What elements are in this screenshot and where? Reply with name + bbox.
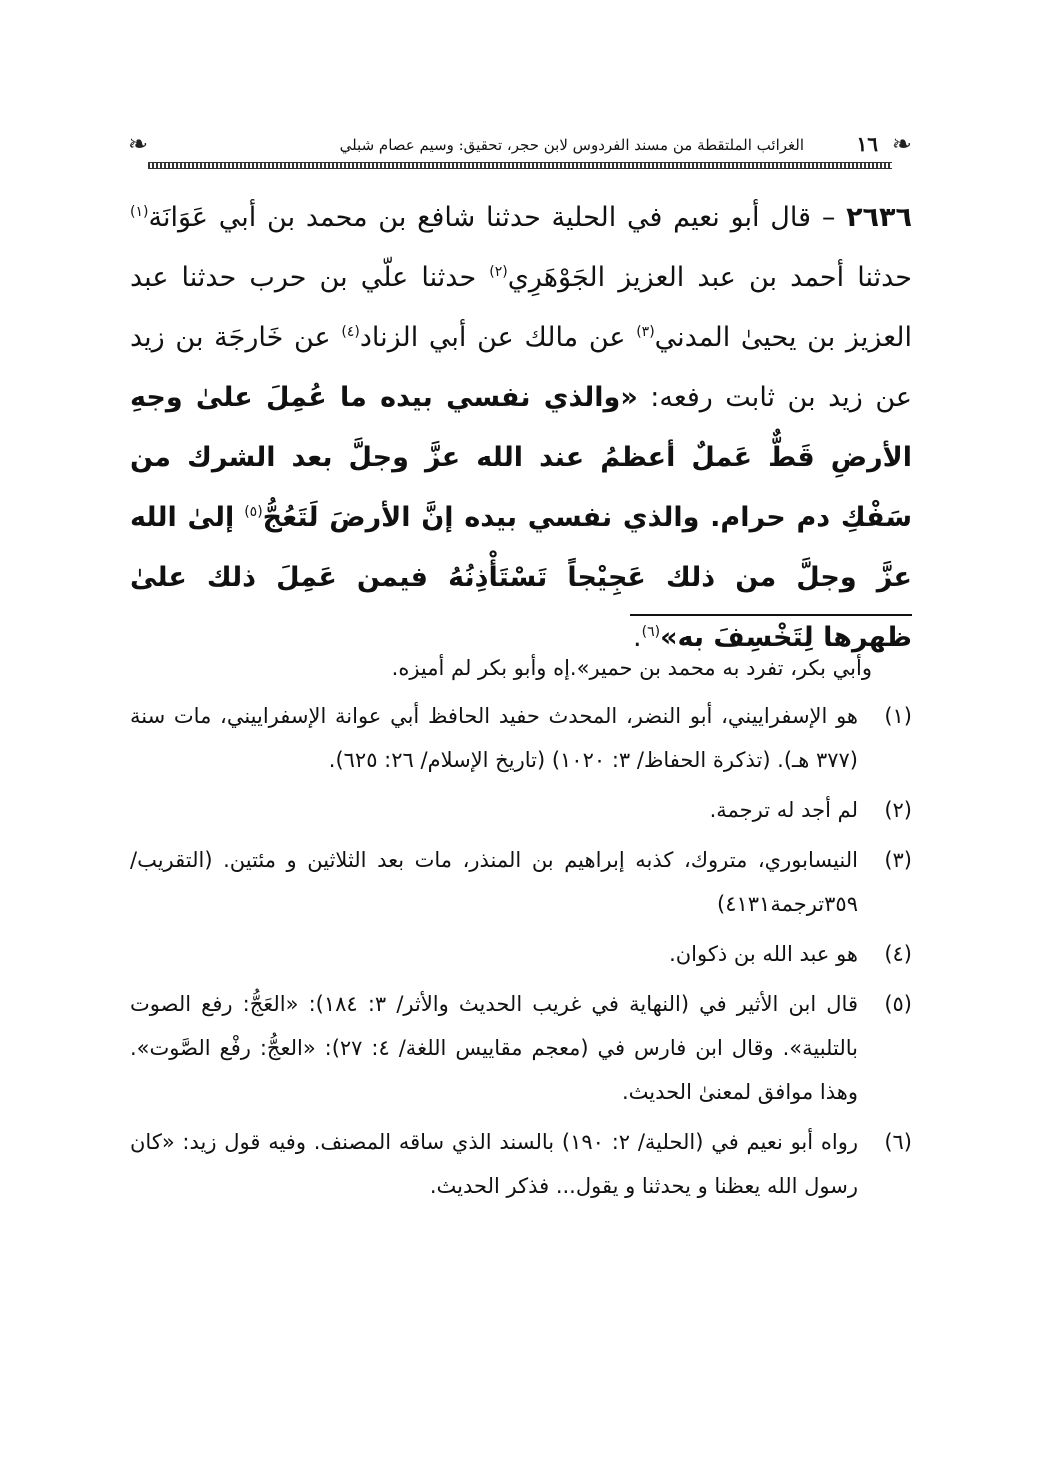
- header-ornament-right-icon: ❧: [891, 130, 912, 158]
- hadith-text-3: حدثنا علّي بن حرب حدثنا عبد العزيز بن يحيىٰ المدني: [130, 262, 912, 353]
- footnote-text: لم أجد له ترجمة.: [709, 798, 858, 822]
- footnote-text: هو عبد الله بن ذكوان.: [669, 942, 858, 966]
- footnote-number: (١): [884, 704, 912, 728]
- footnote-text: هو الإسفراييني، أبو النضر، المحدث حفيد الحافظ أبي عوانة الإسفراييني، مات سنة (٣٧٧ هـ). (تذكرة الحفاظ/ ٣: ١٠٢٠) (تاريخ الإسلام/ ٢٦: ٦٢٥).: [130, 704, 858, 772]
- footnote-text: النيسابوري، متروك، كذبه إبراهيم بن المنذر، مات بعد الثلاثين و مئتين. (التقريب/ ٣٥٩ترجمة٤١٣١): [130, 848, 858, 916]
- footnote-number: (٢): [884, 798, 912, 822]
- header-rule: [148, 162, 892, 169]
- page-number: ١٦: [856, 132, 878, 156]
- footnote-ref-3[interactable]: (٣): [636, 324, 655, 340]
- running-title: الغرائب الملتقطة من مسند الفردوس لابن حجر، تحقيق: وسيم عصام شبلي: [339, 136, 804, 154]
- footnote-item: [130, 788, 912, 832]
- footnote-ref-1[interactable]: (١): [130, 204, 149, 220]
- footnote-item: [130, 982, 912, 1114]
- footnote-separator: [630, 614, 912, 616]
- header-ornament-left-icon: ❧: [128, 130, 149, 158]
- footnote-text: قال ابن الأثير في (النهاية في غريب الحديث والأثر/ ٣: ١٨٤): «العَجُّ: رفع الصوت بالتلبية». وقال ابن فارس في (معجم مقاييس اللغة/ ٤: ٢٧): «العجُّ: رفْع الصَّوت». وهذا موافق لمعنىٰ الحديث.: [130, 992, 858, 1104]
- hadith-end: .: [633, 622, 642, 653]
- hadith-text-4: عن مالك عن أبي الزناد: [359, 322, 626, 353]
- footnotes-section: [130, 646, 912, 1214]
- footnote-ref-5[interactable]: (٥): [244, 504, 263, 520]
- footnote-item: [130, 838, 912, 926]
- running-header: [128, 128, 912, 168]
- hadith-text-5: عن خَارجَة بن زيد عن زيد بن ثابت رفعه:: [130, 322, 912, 413]
- footnote-ref-6[interactable]: (٦): [641, 624, 661, 640]
- footnote-text: رواه أبو نعيم في (الحلية/ ٢: ١٩٠) بالسند الذي ساقه المصنف. وفيه قول زيد: «كان رسول الله يعظنا و يحدثنا و يقول... فذكر الحديث.: [130, 1130, 858, 1198]
- hadith-text-1: قال أبو نعيم في الحلية حدثنا شافع بن محمد بن أبي عَوَانَة: [148, 202, 812, 233]
- hadith-matn-2: إلىٰ الله عزَّ وجلَّ من ذلك عَجِيْجاً تَسْتَأْذِنُهُ فيمن عَمِلَ ذلك علىٰ ظهرها لِتَخْسِفَ به»: [130, 502, 912, 653]
- footnote-number: (٣): [884, 848, 912, 872]
- hadith-text-2: حدثنا أحمد بن عبد العزيز الجَوْهَرِي: [507, 262, 912, 293]
- footnote-number: (٦): [884, 1130, 912, 1154]
- footnote-item: [130, 1120, 912, 1208]
- hadith-matn-1: «والذي نفسي بيده ما عُمِلَ علىٰ وجهِ الأرضِ قَطٌّ عَملٌ أعظمُ عند الله عزَّ وجلَّ بعد الشرك من سَفْكِ دم حرام. والذي نفسي بيده إنَّ الأرضَ لَتَعُجُّ: [130, 382, 912, 533]
- footnote-number: (٤): [884, 942, 912, 966]
- footnote-item: [130, 694, 912, 782]
- hadith-number: ٢٦٣٦: [846, 202, 912, 233]
- footnote-continuation: وأبي بكر، تفرد به محمد بن حمير».إه وأبو بكر لم أميزه.: [391, 656, 872, 680]
- footnote-item: [130, 932, 912, 976]
- hadith-body: [130, 188, 912, 668]
- hadith-dash: –: [821, 202, 836, 233]
- footnote-ref-4[interactable]: (٤): [341, 324, 360, 340]
- hadith-paragraph: [130, 188, 912, 668]
- footnote-ref-2[interactable]: (٢): [489, 264, 508, 280]
- footnote-number: (٥): [884, 992, 912, 1016]
